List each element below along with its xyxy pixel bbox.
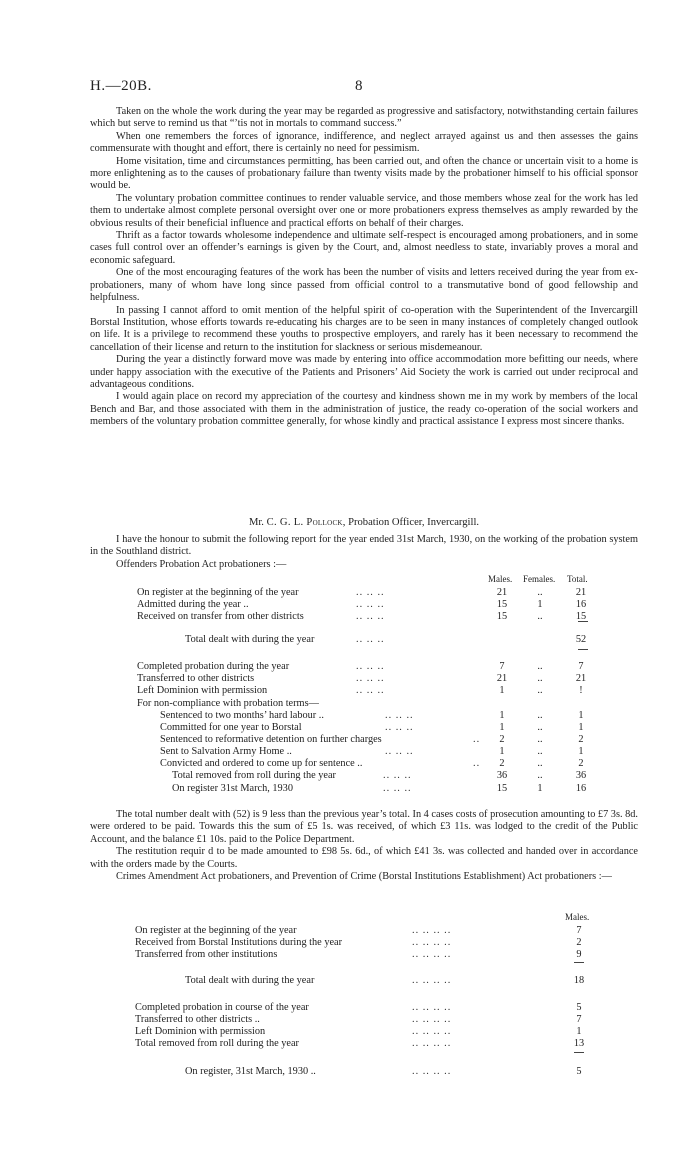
cell-females: .. <box>537 746 543 757</box>
cell-females: .. <box>537 661 543 672</box>
cell-males: 18 <box>573 975 585 986</box>
row-label: Sentenced to reformative detention on further charges <box>160 734 382 745</box>
col-header-females: Females. <box>523 574 556 584</box>
cell-males: 13 <box>573 1038 585 1049</box>
table-row <box>0 1002 700 1014</box>
paragraph: The restitution requir d to be made amounted to £98 5s. 6d., of which £41 3s. was collected and handed over in accordance with the orders made by the Courts. <box>90 846 638 870</box>
paragraph: I would again place on record my appreciation of the courtesy and kindness shown me in my work by members of the local Bench and Bar, and those associated with them in the administration of justice, the ready co-operation of the social workers and members of the voluntary probation committee generally, for whose kindly and practical assistance I express most sincere thanks. <box>90 391 638 428</box>
leader-dots: .. .. .. <box>383 770 412 781</box>
page-number: 8 <box>355 78 363 94</box>
cell-males: 15 <box>496 783 508 794</box>
leader-dots: .. .. .. <box>356 661 385 672</box>
row-label: Transferred to other districts .. <box>135 1014 260 1025</box>
leader-dots: .. .. .. <box>356 685 385 696</box>
cell-females: .. <box>537 673 543 684</box>
cell-males: 15 <box>496 599 508 610</box>
cell-total: 21 <box>575 587 587 598</box>
row-label: On register at the beginning of the year <box>137 587 299 598</box>
cell-males: 1 <box>499 746 505 757</box>
row-label: On register, 31st March, 1930 .. <box>185 1066 316 1077</box>
cell-females: .. <box>537 722 543 733</box>
cell-total: 15 <box>575 611 587 622</box>
table-row <box>0 925 700 937</box>
sum-rule <box>574 1052 584 1053</box>
row-label: Received from Borstal Institutions during the year <box>135 937 343 948</box>
paragraph: The total number dealt with (52) is 9 less than the previous year’s total. In 4 cases costs of prosecution amounting to £7 3s. 8d. were ordered to be paid. Towards this the sum of £5 1s. was received, of which £3 11s. was lodged to the credit of the Public Account, and the balance £1 10s. paid to the Police Department. <box>90 809 638 845</box>
row-label: Left Dominion with permission <box>135 1026 266 1037</box>
leader-dots: .. .. .. <box>385 710 414 721</box>
cell-males: 36 <box>496 770 508 781</box>
officer-name: C. G. L. Pollock <box>266 517 343 528</box>
sum-rule <box>574 962 584 963</box>
leader-dots: .. .. .. <box>356 611 385 622</box>
leader-dots: .. .. .. .. <box>412 1066 452 1077</box>
cell-females: .. <box>537 611 543 622</box>
officer-title: , Probation Officer, Invercargill. <box>342 517 480 528</box>
cell-males: 1 <box>499 722 505 733</box>
cell-total: 1 <box>578 746 584 757</box>
cell-females: .. <box>537 710 543 721</box>
row-label: Transferred to other districts <box>137 673 255 684</box>
col-header-males: Males. <box>565 912 590 922</box>
leader-dots: .. .. .. .. <box>412 949 452 960</box>
cell-males: 21 <box>496 587 508 598</box>
cell-males: 7 <box>499 661 505 672</box>
cell-females: .. <box>537 734 543 745</box>
row-label: Left Dominion with permission <box>137 685 268 696</box>
cell-males: 5 <box>576 1002 582 1013</box>
cell-total: 52 <box>575 634 587 645</box>
row-label: Admitted during the year .. <box>137 599 249 610</box>
table-row <box>0 1014 700 1026</box>
cell-males: 2 <box>499 734 505 745</box>
cell-males: 1 <box>499 685 505 696</box>
leader-dots: .. .. .. .. <box>412 975 452 986</box>
row-label: Sentenced to two months’ hard labour .. <box>160 710 324 721</box>
cell-total: 21 <box>575 673 587 684</box>
leader-dots: .. .. .. .. <box>412 1026 452 1037</box>
row-label: Total removed from roll during the year <box>172 770 336 781</box>
cell-total: ! <box>579 685 583 696</box>
row-label: Completed probation during the year <box>137 661 290 672</box>
cell-females: 1 <box>537 783 543 794</box>
cell-females: .. <box>537 758 543 769</box>
paragraph: The voluntary probation committee continues to render valuable service, and those members whose zeal for the work has led them to undertake almost complete personal oversight over one or more probationers express themselves as amply rewarded by the obvious results of their beneficial influence and practical efforts on behalf of their charges. <box>90 192 638 229</box>
cell-total: 36 <box>575 770 587 781</box>
cell-females: .. <box>537 587 543 598</box>
paragraph: Thrift as a factor towards wholesome independence and ultimate self-respect is encouraged among probationers, and in some cases full control over an offender’s earnings is given by the Court, and, almost needless to state, invariably proves a moral and economic safeguard. <box>90 230 638 266</box>
row-label: Convicted and ordered to come up for sentence .. <box>160 758 363 769</box>
leader-dots: .. .. .. <box>385 746 414 757</box>
cell-males: 7 <box>576 1014 582 1025</box>
cell-total: 1 <box>578 710 584 721</box>
row-label: Received on transfer from other districts <box>137 611 304 622</box>
paragraph: Taken on the whole the work during the year may be regarded as progressive and satisfactory, notwithstanding certain failures which but serve to remind us that “’tis not in mortals to command success.” <box>90 106 638 130</box>
leader-dots: .. .. .. .. <box>412 925 452 936</box>
table-row <box>0 1038 700 1050</box>
cell-females: 1 <box>537 599 543 610</box>
cell-males: 21 <box>496 673 508 684</box>
table-row <box>0 937 700 949</box>
cell-total: 2 <box>578 734 584 745</box>
cell-females: .. <box>537 770 543 781</box>
cell-total: 16 <box>575 599 587 610</box>
row-label: Committed for one year to Borstal <box>160 722 302 733</box>
leader-dots: .. .. .. <box>356 673 385 684</box>
leader-dots: .. .. .. <box>383 783 412 794</box>
row-label: For non-compliance with probation terms— <box>137 698 319 709</box>
cell-males: 15 <box>496 611 508 622</box>
row-label: Total dealt with during the year <box>185 975 315 986</box>
cell-males: 2 <box>576 937 582 948</box>
paragraph: One of the most encouraging features of the work has been the number of visits and letters received during the year from ex-probationers, many of whom have long since passed from official control to a transmutative bond of good fellowship and helpfulness. <box>90 267 638 304</box>
leader-dots: .. .. .. .. <box>412 1038 452 1049</box>
leader-dots: .. .. .. <box>356 634 385 645</box>
leader-dots: .. .. .. .. <box>412 1014 452 1025</box>
table-caption: Offenders Probation Act probationers :— <box>116 558 287 570</box>
leader-dots: .. <box>473 758 481 769</box>
cell-males: 9 <box>576 949 582 960</box>
table-row <box>0 1026 700 1038</box>
leader-dots: .. <box>473 734 481 745</box>
cell-males: 7 <box>576 925 582 936</box>
paragraph: In passing I cannot afford to omit mention of the helpful spirit of co-operation with the Superintendent of the Invercargill Borstal Institution, whose efforts towards re-educating his charges are to be seen in many instances of completely changed outlook on life. It is a privilege to recommend these youths to prospective employers, and rarely has it been necessary to recommend the cancellation of their license and return to the institution for slackness or serious misdemeanour. <box>90 304 638 353</box>
leader-dots: .. .. .. .. <box>412 1002 452 1013</box>
cell-total: 16 <box>575 783 587 794</box>
paragraph: Home visitation, time and circumstances permitting, has been carried out, and often the chance or uncertain visit to a home is more enlightening as to the causes of probationary failure than twenty visits made by the probationer himself to his official sponsor would be. <box>90 155 638 192</box>
cell-males: 1 <box>576 1026 582 1037</box>
cell-males: 2 <box>499 758 505 769</box>
col-header-males: Males. <box>488 574 513 584</box>
leader-dots: .. .. .. .. <box>412 937 452 948</box>
paragraph: When one remembers the forces of ignorance, indifference, and neglect arrayed against us and then assesses the gains commensurate with thought and effort, there is certainly no need for pessimism. <box>90 130 638 155</box>
row-label: Total dealt with during the year <box>185 634 315 645</box>
row-label: On register at the beginning of the year <box>135 925 297 936</box>
row-label: On register 31st March, 1930 <box>172 783 293 794</box>
cell-males: 5 <box>576 1066 582 1077</box>
leader-dots: .. .. .. <box>356 599 385 610</box>
leader-dots: .. .. .. <box>385 722 414 733</box>
row-label: Completed probation in course of the year <box>135 1002 309 1013</box>
paragraph: During the year a distinctly forward move was made by entering into office accommodation more befitting our needs, where under happy association with the executive of the Patients and Prisoners’ Aid Society the work is carried out under reciprocal and advantageous conditions. <box>90 354 638 390</box>
cell-females: .. <box>537 685 543 696</box>
row-label: Sent to Salvation Army Home .. <box>160 746 292 757</box>
table-caption: Crimes Amendment Act probationers, and Prevention of Crime (Borstal Institutions Establishment) Act probationers :— <box>116 871 612 883</box>
officer-prefix: Mr. <box>248 517 267 528</box>
col-header-total: Total. <box>567 574 588 584</box>
cell-total: 1 <box>578 722 584 733</box>
table-row <box>0 975 700 987</box>
cell-males: 1 <box>499 710 505 721</box>
row-label: Transferred from other institutions <box>135 949 278 960</box>
table-row <box>0 949 700 961</box>
row-label: Total removed from roll during the year <box>135 1038 299 1049</box>
cell-total: 2 <box>578 758 584 769</box>
table-row <box>0 1066 700 1078</box>
cell-total: 7 <box>578 661 584 672</box>
leader-dots: .. .. .. <box>356 587 385 598</box>
parliamentary-paper-ref: H.—20B. <box>90 78 152 94</box>
paragraph: I have the honour to submit the following report for the year ended 31st March, 1930, on the working of the probation system in the Southland district. <box>90 534 638 558</box>
